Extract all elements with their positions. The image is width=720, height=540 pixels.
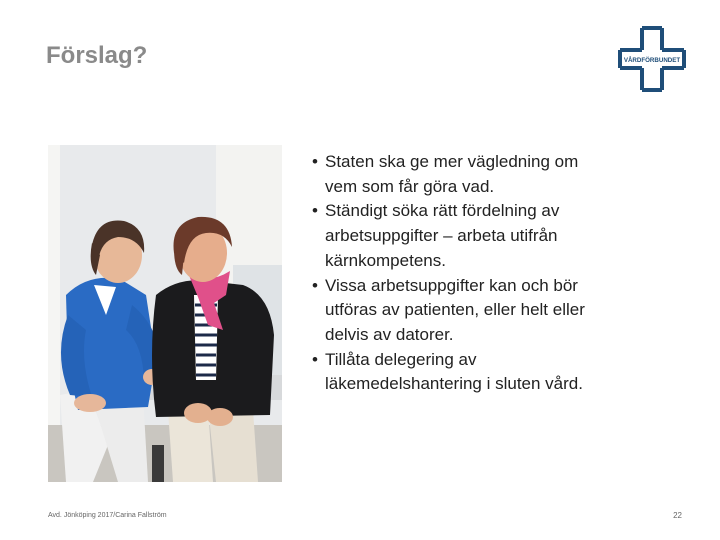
vardforbundet-logo [618,26,686,92]
bullet-item: • Vissa arbetsuppgifter kan och bör utföras av patienten, eller helt eller delvis av datorer. [312,274,612,348]
svg-text:VÅRDFÖRBUNDET: VÅRDFÖRBUNDET [623,57,681,64]
page-number: 22 [673,511,682,520]
footer-text: Avd. Jönköping 2017/Carina Fallström [48,512,167,519]
bullet-item: • Ständigt söka rätt fördelning av arbetsuppgifter – arbeta utifrån kärnkompetens. [312,199,612,273]
slide-title: Förslag? [46,42,148,69]
bullet-item: • Staten ska ge mer vägledning om vem som får göra vad. [312,150,612,199]
bullet-list [312,150,612,397]
bullet-item: • Tillåta delegering av läkemedelshantering i sluten vård. [312,348,612,397]
photo-nurse-and-patient [48,145,282,482]
